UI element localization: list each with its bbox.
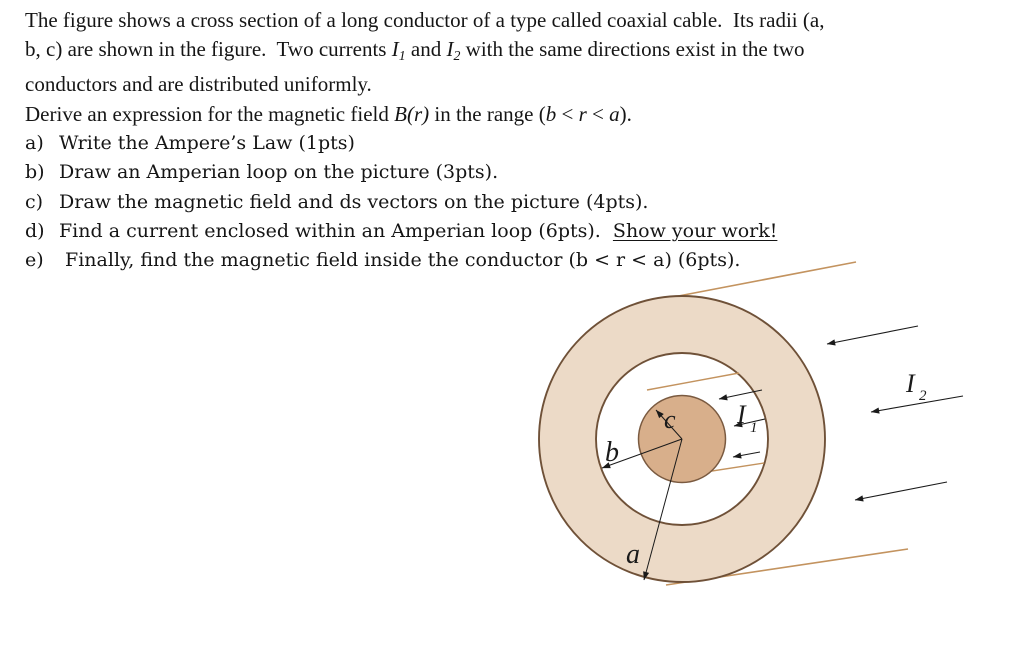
label-current-i1-sub: 1 <box>750 420 758 436</box>
text-segment: Find a current enclosed within an Amperian loop (6pts). <box>59 219 613 242</box>
text-segment: Write the Ampere’s Law (1pts) <box>59 132 355 155</box>
text-segment: r <box>578 101 587 126</box>
text-segment: with the same directions exist in the two <box>460 37 805 62</box>
current-i2-arrow <box>827 326 918 344</box>
text-segment: Finally, find the magnetic field inside the conductor (b < r < a) (6pts). <box>59 249 741 272</box>
label-radius-a: a <box>626 539 640 570</box>
current-i2-arrow <box>855 482 947 500</box>
text-segment: Draw an Amperian loop on the picture (3pts). <box>59 161 499 184</box>
text-segment: Show your work! <box>612 219 778 242</box>
text-segment: The figure shows a cross section of a long conductor of a type called coaxial cable. Its radii (a, <box>25 8 825 32</box>
text-segment: in the range ( <box>429 101 546 126</box>
text-segment: and <box>405 37 447 62</box>
text-segment: < <box>586 101 610 126</box>
label-current-i1: I <box>737 400 746 429</box>
text-segment: Draw the magnetic field and ds vectors on the picture (4pts). <box>59 190 649 213</box>
list-marker: c) <box>25 190 44 213</box>
label-radius-b: b <box>605 437 619 468</box>
label-current-i2-sub: 2 <box>919 388 927 404</box>
text-segment: < <box>556 101 579 126</box>
label-current-i2: I <box>906 369 915 398</box>
cable-edge-top-line <box>668 262 856 298</box>
list-marker: e) <box>25 249 44 272</box>
text-segment: conductors and are distributed uniformly. <box>25 72 372 97</box>
text-segment: a <box>609 101 620 126</box>
text-segment: 1 <box>398 48 406 64</box>
text-segment: b <box>545 101 557 126</box>
text-segment: Derive an expression for the magnetic field <box>25 101 395 126</box>
text-segment: I <box>391 37 399 62</box>
text-segment: 2 <box>453 48 461 64</box>
list-marker: d) <box>25 219 45 242</box>
list-marker: b) <box>25 161 45 184</box>
text-segment: B(r) <box>394 101 430 126</box>
text-segment: b, c) are shown in the figure. Two currents <box>25 37 392 62</box>
label-radius-c: c <box>664 405 676 434</box>
text-segment: ). <box>619 101 632 126</box>
current-i2-arrow <box>871 396 963 412</box>
text-segment: I <box>446 37 454 62</box>
list-marker: a) <box>25 132 44 155</box>
